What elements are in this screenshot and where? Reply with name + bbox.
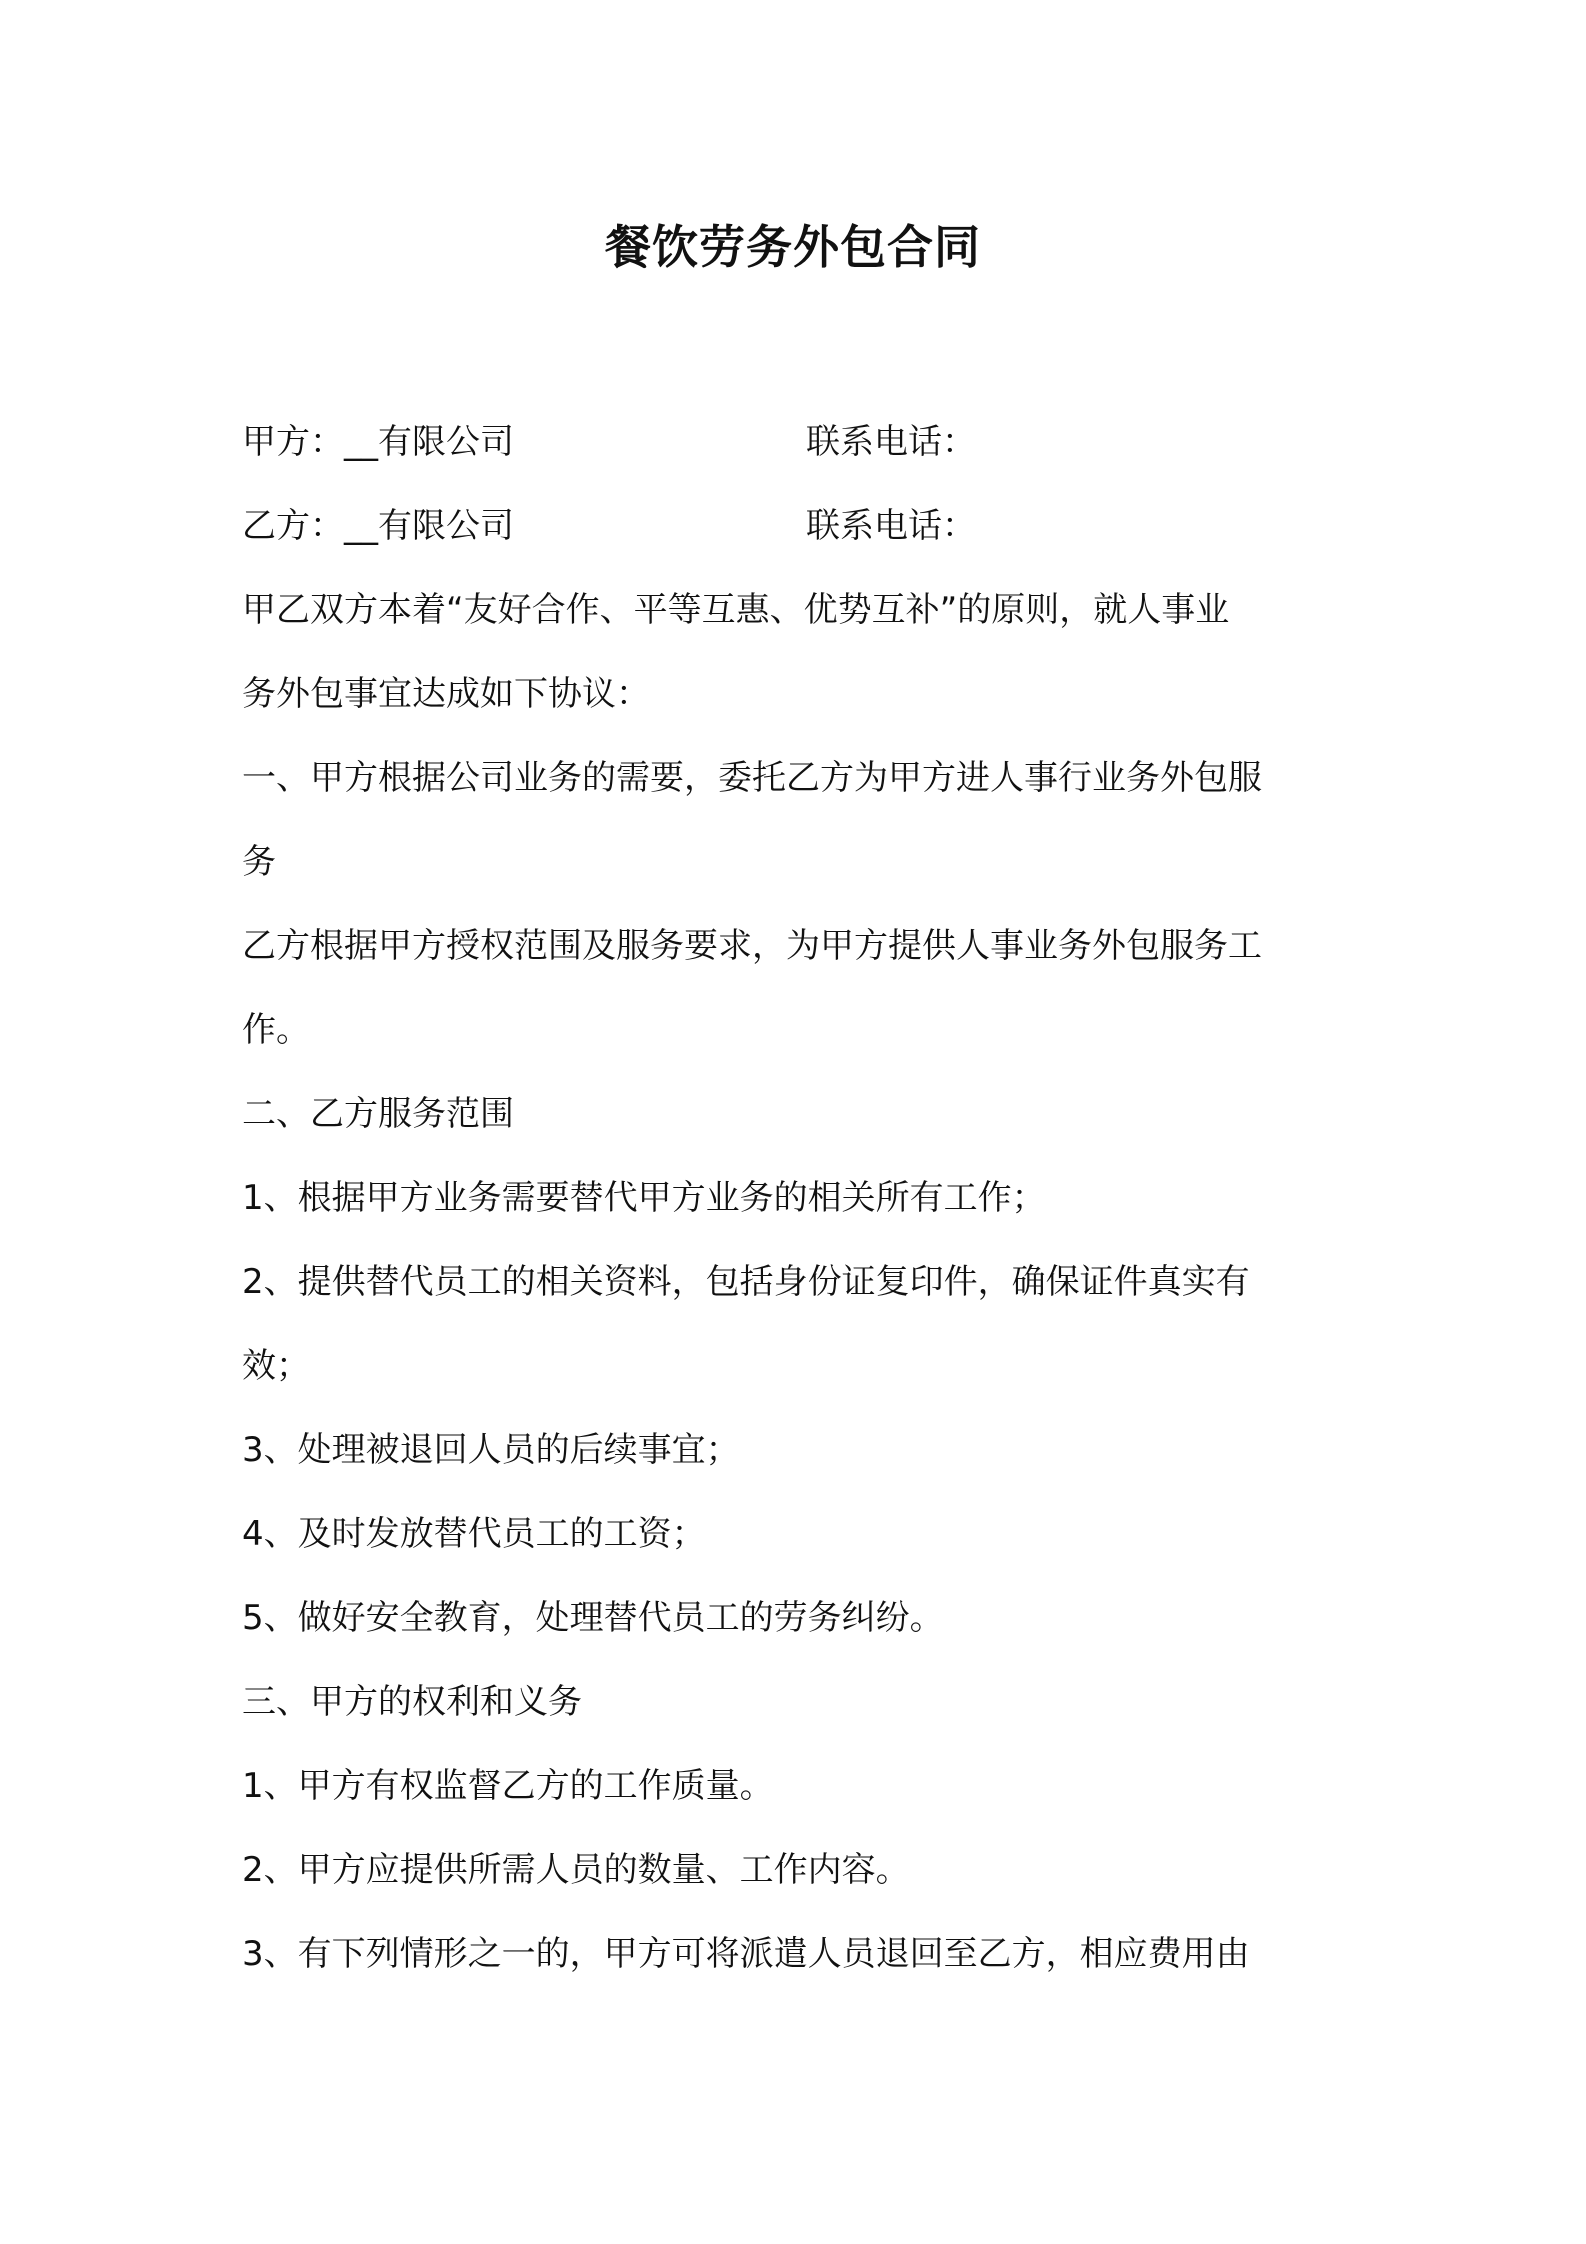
paragraph-line: 务外包事宜达成如下协议：	[242, 674, 650, 714]
section-heading: 二、乙方服务范围	[242, 1094, 514, 1134]
list-item: 5、做好安全教育，处理替代员工的劳务纠纷。	[242, 1598, 944, 1638]
list-item: 1、甲方有权监督乙方的工作质量。	[242, 1766, 774, 1806]
list-item: 2、甲方应提供所需人员的数量、工作内容。	[242, 1850, 910, 1890]
document-title: 餐饮劳务外包合同	[605, 220, 981, 274]
paragraph-line: 乙方根据甲方授权范围及服务要求，为甲方提供人事业务外包服务工	[242, 926, 1262, 966]
section-line: 务	[242, 842, 276, 882]
list-item: 1、根据甲方业务需要替代甲方业务的相关所有工作；	[242, 1178, 1046, 1218]
section-heading: 三、甲方的权利和义务	[242, 1682, 582, 1722]
party-a-phone-label: 联系电话：	[806, 422, 976, 462]
party-b-name: 乙方：__有限公司	[242, 506, 514, 546]
party-b-phone-label: 联系电话：	[806, 506, 976, 546]
party-a-row	[242, 400, 1362, 484]
paragraph-line: 甲乙双方本着“友好合作、平等互惠、优势互补”的原则，就人事业	[242, 590, 1230, 630]
list-item: 4、及时发放替代员工的工资；	[242, 1514, 706, 1554]
party-a-name: 甲方：__有限公司	[242, 422, 514, 462]
party-b-row	[242, 484, 1362, 568]
list-item: 3、处理被退回人员的后续事宜；	[242, 1430, 740, 1470]
paragraph-line: 作。	[242, 1010, 310, 1050]
document-body	[242, 400, 1362, 1996]
section-line: 一、甲方根据公司业务的需要，委托乙方为甲方进人事行业务外包服	[242, 758, 1262, 798]
list-item: 2、提供替代员工的相关资料，包括身份证复印件，确保证件真实有	[242, 1262, 1250, 1302]
list-item: 3、有下列情形之一的，甲方可将派遣人员退回至乙方，相应费用由	[242, 1934, 1250, 1974]
list-item: 效；	[242, 1346, 310, 1386]
